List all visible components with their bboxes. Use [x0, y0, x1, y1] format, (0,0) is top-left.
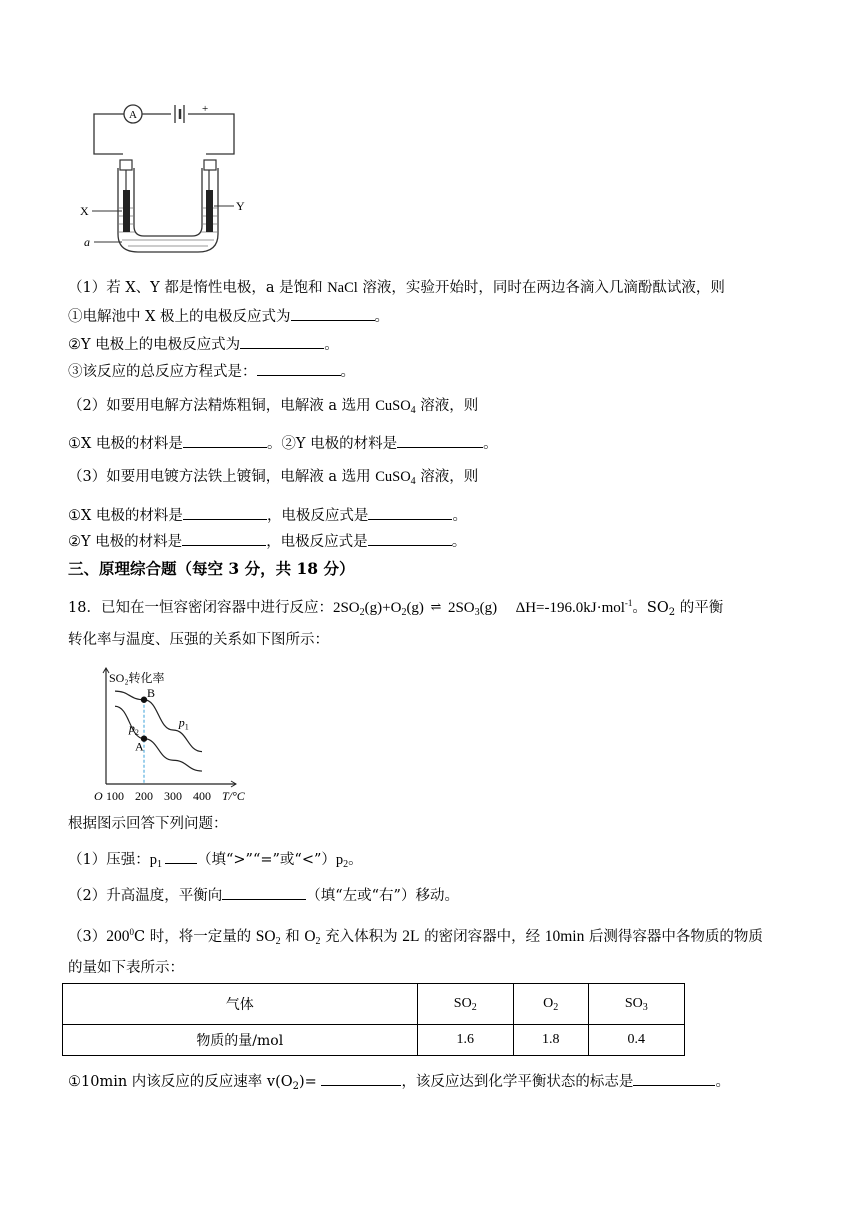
table-cell: 0.4 — [588, 1025, 684, 1056]
q18-part2: （2）升高温度，平衡向 （填“左或“右”）移动。 — [68, 885, 459, 906]
table-row — [63, 1025, 685, 1056]
svg-text:Y: Y — [236, 199, 245, 213]
x-axis-label: T/°C — [222, 789, 245, 803]
point-label-A: A — [135, 739, 144, 754]
series-label-p2: p — [128, 721, 135, 735]
table-header: $O_2$ — [513, 984, 588, 1025]
answer-blank[interactable] — [222, 885, 306, 900]
x-tick-label: 300 — [164, 789, 182, 803]
q17-part1-intro: （1）若 X、Y 都是惰性电极，a 是饱和 NaCl 溶液，实验开始时，同时在两边各滴入几滴酚酞试液，则 — [68, 280, 725, 296]
q18-part3: $(3)200^0C$ 时，将一定量的 $SO_2$ 和 $O_2$ 充入体积为 2L 的密闭容器中，经 10min 后测得容器中各物质的物质 — [68, 927, 763, 947]
x-tick-label: 200 — [135, 789, 153, 803]
answer-blank[interactable] — [368, 531, 452, 546]
q17-part1-ii: ②Y 电极上的电极反应式为 。 — [68, 334, 339, 355]
q18-intro: 18．已知在一恒容密闭容器中进行反应：$2SO_2(g)+O_2(g)$ ⇌ $2SO_3(g)$ ΔH=-196.0kJ·mol$^{-1}$。$SO_2$ 的平衡 — [68, 598, 724, 618]
answer-blank[interactable] — [397, 433, 483, 448]
table-header-row — [63, 984, 685, 1025]
svg-text:A: A — [129, 109, 137, 121]
q17-part2-answers: ①X 电极的材料是 。②Y 电极的材料是 。 — [68, 433, 498, 454]
so2-conversion-chart — [88, 662, 248, 808]
series-label-p1-sub: 1 — [184, 722, 189, 732]
answer-blank[interactable] — [321, 1071, 401, 1086]
table-cell: 物质的量/mol — [63, 1025, 418, 1056]
point-label-B: B — [147, 685, 156, 700]
q17-part1-iii: ③该反应的总反应方程式是： 。 — [68, 361, 355, 382]
svg-text:+: + — [202, 103, 209, 115]
q18-intro-line2: 转化率与温度、压强的关系如下图所示： — [68, 632, 329, 648]
answer-blank[interactable] — [183, 505, 267, 520]
q18-part1: （1）压强：$p_1$ （填“>”“=”或“$<”)p_2$。 — [68, 849, 363, 875]
table-cell: 1.6 — [417, 1025, 513, 1056]
series-label-p1: p — [178, 715, 185, 730]
answer-blank[interactable] — [368, 505, 452, 520]
electrode-y — [206, 190, 213, 232]
amount-table — [62, 983, 685, 1056]
q17-part2-intro: （2）如要用电解方法精炼粗铜，电解液 a 选用 CuSO$_4$ 溶液，则 — [68, 398, 479, 416]
answer-blank[interactable] — [257, 361, 341, 376]
q17-part3-intro: （3）如要用电镀方法铁上镀铜，电解液 a 选用 CuSO$_4$ 溶液，则 — [68, 469, 479, 487]
answer-blank[interactable] — [182, 531, 266, 546]
section-title: 三、原理综合题（每空 3 分，共 18 分） — [68, 559, 355, 578]
answer-blank[interactable] — [291, 306, 375, 321]
answer-blank[interactable] — [183, 433, 267, 448]
q18-answer-intro: 根据图示回答下列问题： — [68, 816, 228, 832]
svg-text:a: a — [84, 235, 90, 249]
electrolysis-apparatus-diagram — [78, 96, 248, 256]
q17-part3-i: ①X 电极的材料是 ，电极反应式是 。 — [68, 505, 467, 526]
origin-label: O — [94, 789, 103, 803]
table-cell: 1.8 — [513, 1025, 588, 1056]
x-tick-label: 400 — [193, 789, 211, 803]
x-tick-label: 100 — [106, 789, 124, 803]
chart-title: SO₂转化率 — [109, 671, 165, 685]
table-header: 气体 — [63, 984, 418, 1025]
q18-part3-i: ①10min 内该反应的反应速率 $v(O_2)=$ ，该反应达到化学平衡状态的标志是 。 — [68, 1071, 730, 1097]
svg-text:X: X — [80, 204, 89, 218]
series-label-p2-sub: 2 — [134, 728, 139, 737]
table-header: $SO_2$ — [417, 984, 513, 1025]
answer-blank[interactable] — [165, 849, 197, 864]
q18-part3-line2: 的量如下表所示： — [68, 960, 184, 976]
table-header: $SO_3$ — [588, 984, 684, 1025]
electrode-x — [123, 190, 130, 232]
answer-blank[interactable] — [633, 1071, 715, 1086]
q17-part3-ii: ②Y 电极的材料是 ，电极反应式是 。 — [68, 531, 466, 552]
q17-part1-i: ①电解池中 X 极上的电极反应式为 。 — [68, 306, 389, 327]
answer-blank[interactable] — [240, 334, 324, 349]
